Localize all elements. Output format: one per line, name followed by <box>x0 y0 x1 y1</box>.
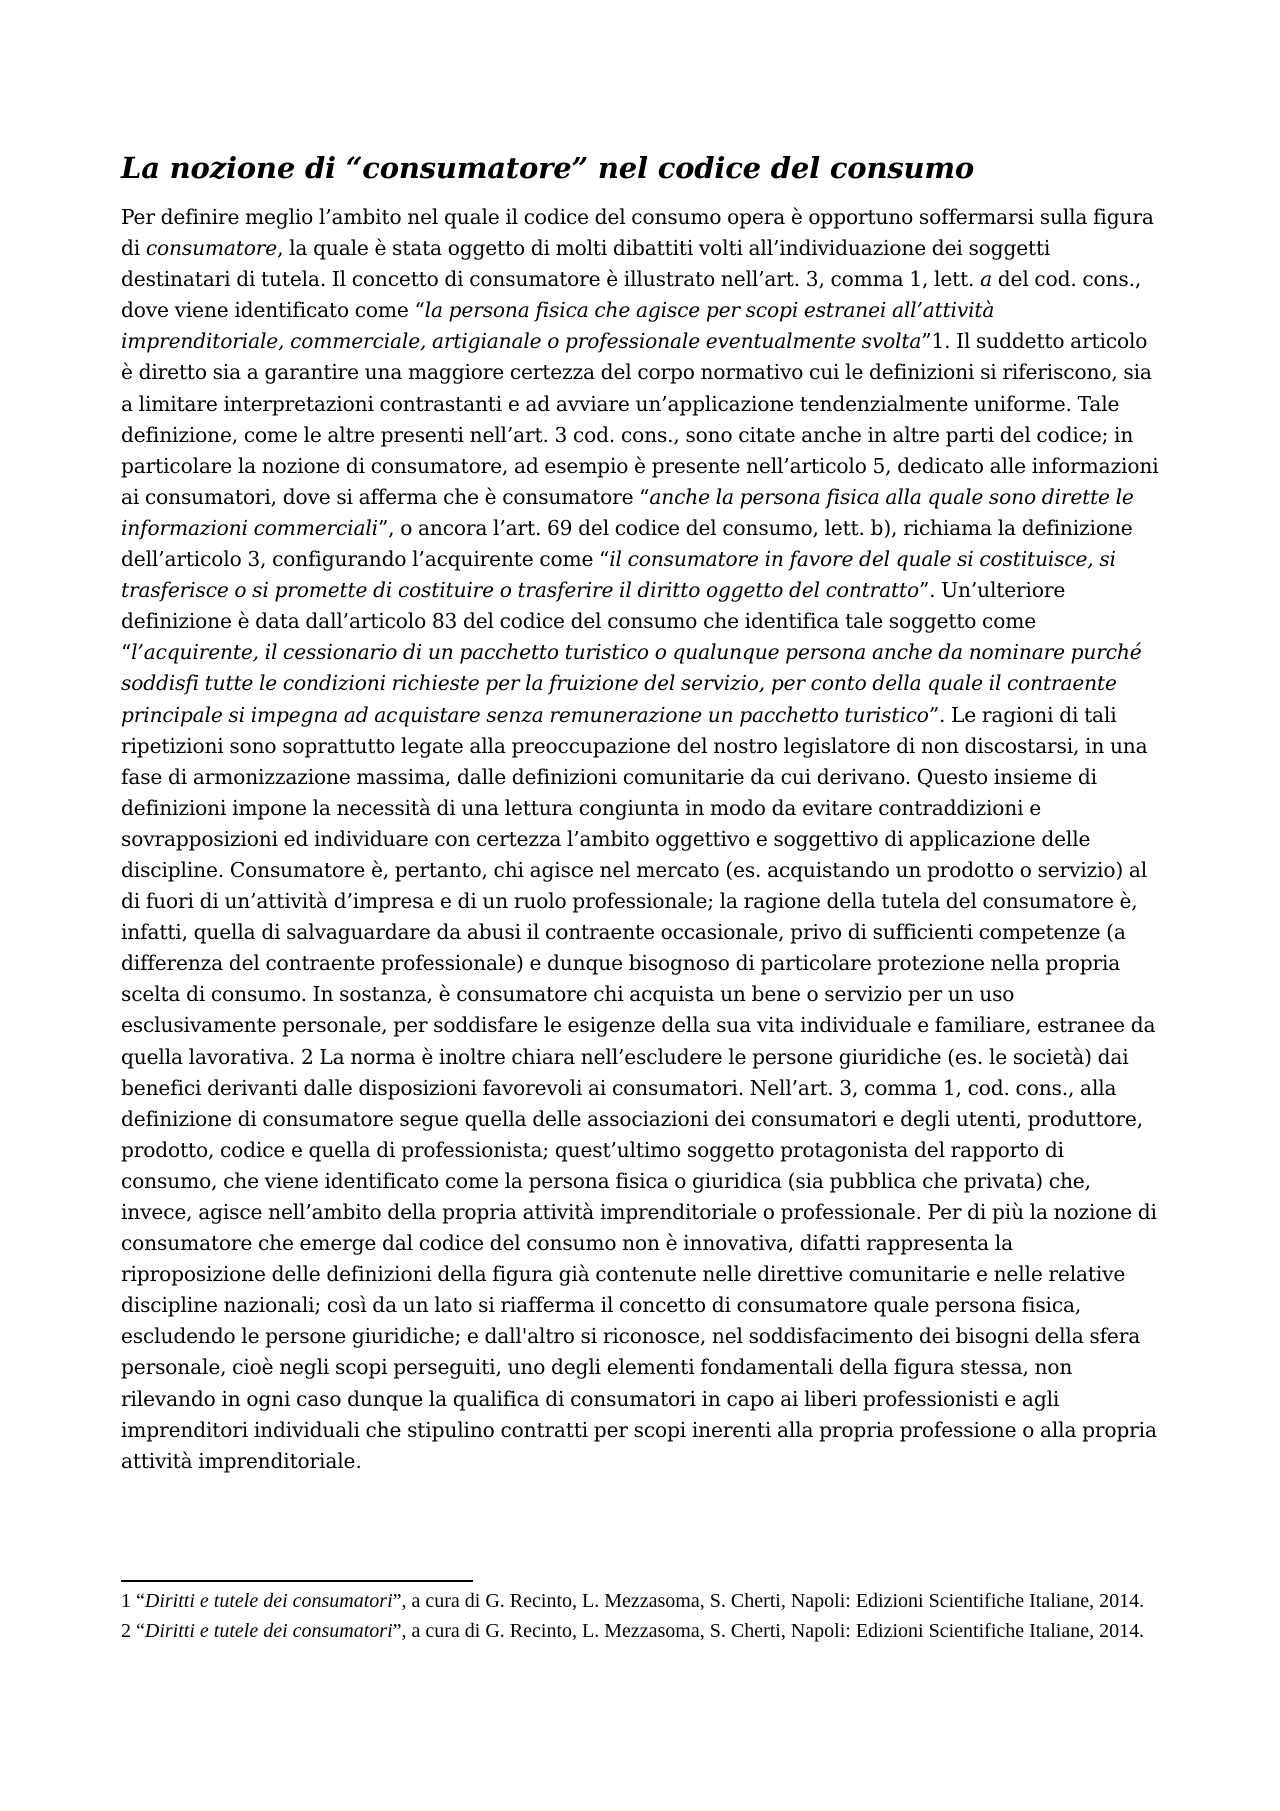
body-text-segment: Per definire meglio l’ambito nel quale il codice del consumo opera è opportuno soffermarsi sulla figura di <box>121 205 1154 261</box>
body-italic-segment: consumatore <box>145 236 278 261</box>
body-quote-italic: la persona fisica che agisce per scopi estranei all’attività imprenditoriale, commerciale, artigianale o professionale eventualmente svolta <box>121 298 995 354</box>
body-text-segment: ”. Un’ulteriore definizione è data dall’articolo 83 del codice del consumo che identifica tale soggetto come “ <box>121 578 1066 665</box>
footnote-source-title: Diritti e tutele dei consumatori <box>144 1590 393 1612</box>
body-italic-segment: a <box>980 267 992 292</box>
body-text-segment: ”1. Il suddetto articolo è diretto sia a garantire una maggiore certezza del corpo normativo cui le definizioni si riferiscono, sia a limitare interpretazioni contrastanti e ad avviare un’applicazione tendenzialmente uniforme. Tale definizione, come le altre presenti nell’art. 3 cod. cons., sono citate anche in altre parti del codice; in particolare la nozione di consumatore, ad esempio è presente nell’articolo 5, dedicato alle informazioni ai consumatori, dove si afferma che è consumatore “ <box>121 329 1159 509</box>
body-text-segment: ”. Le ragioni di tali ripetizioni sono soprattutto legate alla preoccupazione del nostro legislatore di non discostarsi, in una fase di armonizzazione massima, dalle definizioni comunitarie da cui derivano. Questo insieme di definizioni impone la necessità di una lettura congiunta in modo da evitare contraddizioni e sovrapposizioni ed individuare con certezza l’ambito oggettivo e soggettivo di applicazione delle discipline. Consumatore è, pertanto, chi agisce nel mercato (es. acquistando un prodotto o servizio) al di fuori di un’attività d’impresa e di un ruolo professionale; la ragione della tutela del consumatore è, infatti, quella di salvaguardare da abusi il contraente occasionale, privo di sufficienti competenze (a differenza del contraente professionale) e dunque bisognoso di particolare protezione nella propria scelta di consumo. In sostanza, è consumatore chi acquista un bene o servizio per un uso esclusivamente personale, per soddisfare le esigenze della sua vita individuale e familiare, estranee da quella lavorativa. 2 La norma è inoltre chiara nell’escludere le persone giuridiche (es. le società) dai benefici derivanti dalle disposizioni favorevoli ai consumatori. Nell’art. 3, comma 1, cod. cons., alla definizione di consumatore segue quella delle associazioni dei consumatori e degli utenti, produttore, prodotto, codice e quella di professionista; quest’ultimo soggetto protagonista del rapporto di consumo, che viene identificato come la persona fisica o giuridica (sia pubblica che privata) che, invece, agisce nell’ambito della propria attività imprenditoriale o professionale. Per di più la nozione di consumatore che emerge dal codice del consumo non è innovativa, difatti rappresenta la riproposizione delle definizioni della figura già contenute nelle direttive comunitarie e nelle relative discipline nazionali; così da un lato si riafferma il concetto di consumatore quale persona fisica, escludendo le persone giuridiche; e dall'altro si riconosce, nel soddisfacimento dei bisogni della sfera personale, cioè negli scopi perseguiti, uno degli elementi fondamentali della figura stessa, non rilevando in ogni caso dunque la qualifica di consumatori in capo ai liberi professionisti e agli imprenditori individuali che stipulino contratti per scopi inerenti alla propria professione o alla propria attività imprenditoriale. <box>121 702 1157 1473</box>
footnote-number: 2 “ <box>121 1619 145 1642</box>
body-text-segment: ”, o ancora l’art. 69 del codice del consumo, lett. b), richiama la definizione dell’articolo 3, configurando l’acquirente come “ <box>121 515 1133 572</box>
body-text-segment: , la quale è stata oggetto di molti dibattiti volti all’individuazione dei soggetti destinatari di tutela. Il concetto di consumatore è illustrato nell’art. 3, comma 1, lett. <box>121 236 1051 292</box>
body-text-segment: del cod. cons., dove viene identificato come “ <box>121 267 1142 323</box>
body-quote-italic: l’acquirente, il cessionario di un pacchetto turistico o qualunque persona anche da nominare purché soddisfi tutte le condizioni richieste per la fruizione del servizio, per conto della quale il contraente principale si impegna ad acquistare senza remunerazione un pacchetto turistico <box>121 640 1142 727</box>
footnote-source-title: Diritti e tutele dei consumatori <box>144 1619 393 1642</box>
body-paragraph <box>121 202 1161 1477</box>
footnotes <box>121 1587 1161 1646</box>
footnote-separator <box>121 1580 473 1582</box>
footnote-citation: ”, a cura di G. Recinto, L. Mezzasoma, S. Cherti, Napoli: Edizioni Scientifiche Italiane, 2014. <box>392 1590 1145 1612</box>
body-quote-italic: il consumatore in favore del quale si costituisce, si trasferisce o si promette di costituire o trasferire il diritto oggetto del contratto <box>121 547 1116 603</box>
body-quote-italic: anche la persona fisica alla quale sono dirette le informazioni commerciali <box>121 484 1134 540</box>
document-page <box>121 150 1161 1477</box>
footnote-citation: ”, a cura di G. Recinto, L. Mezzasoma, S. Cherti, Napoli: Edizioni Scientifiche Italiane, 2014. <box>392 1619 1145 1642</box>
footnote-1 <box>121 1587 1161 1617</box>
footnote-2 <box>121 1617 1161 1647</box>
footnote-number: 1 “ <box>121 1590 145 1612</box>
page-title: La nozione di “consumatore” nel codice del consumo <box>121 151 974 185</box>
